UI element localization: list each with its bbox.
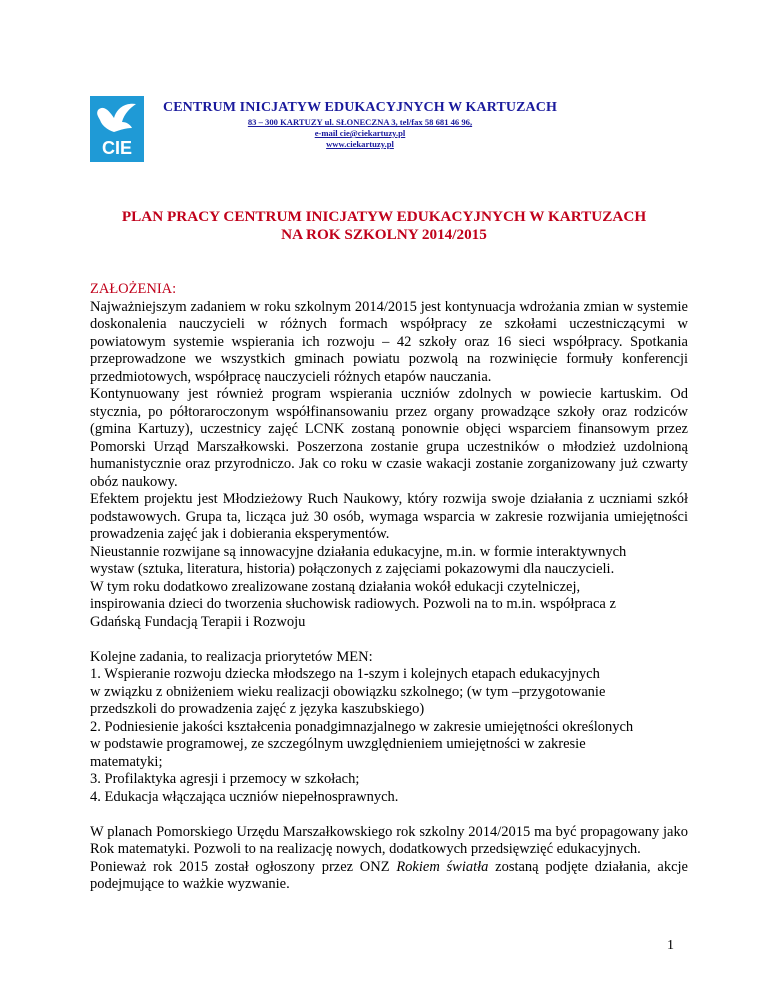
website-link[interactable]: www.ciekartuzy.pl xyxy=(326,139,394,149)
priority-line: 1. Wspieranie rozwoju dziecka młodszego na 1-szym i kolejnych etapach edukacyjnych xyxy=(90,666,600,682)
paragraph-4-line: Nieustannie rozwijane są innowacyjne działania edukacyjne, m.in. w formie interaktywnych xyxy=(90,543,627,560)
paragraph-6: W planach Pomorskiego Urzędu Marszałkowskiego rok szkolny 2014/2015 ma być propagowany jako Rok matematyki. Pozwoli to na realizację nowych, dodatkowych przedsięwzięć edukacyjnych. xyxy=(90,823,688,857)
priority-line: 2. Podniesienie jakości kształcenia ponadgimnazjalnego w zakresie umiejętności określonych xyxy=(90,718,634,735)
paragraph-5 xyxy=(90,579,688,632)
paragraph-5-line: Gdańską Fundacją Terapii i Rozwoju xyxy=(90,613,306,630)
paragraph-7-emphasis: Rokiem światła xyxy=(396,858,489,875)
priority-line: w związku z obniżeniem wieku realizacji obowiązku szkolnego; (w tym –przygotowanie xyxy=(90,683,606,700)
paragraph-4-line: wystaw (sztuka, literatura, historia) połączonych z zajęciami pokazowymi dla nauczycieli. xyxy=(90,561,615,577)
plan-title-line-2: NA ROK SZKOLNY 2014/2015 xyxy=(281,226,487,243)
priority-line: w podstawie programowej, ze szczególnym uwzględnieniem umiejętności w zakresie xyxy=(90,736,586,752)
section-heading: ZAŁOŻENIA: xyxy=(90,281,177,297)
priorities-intro: Kolejne zadania, to realizacja priorytetów MEN: xyxy=(90,648,373,665)
document-body xyxy=(90,281,688,894)
paragraph-1: Najważniejszym zadaniem w roku szkolnym 2014/2015 jest kontynuacja wdrożania zmian w systemie doskonalenia nauczycieli w różnych formach współpracy ze szkołami uczestniczącymi w powiatowym systemie wspierania ich rozwoju – 42 szkoły oraz 16 sieci współpracy. Spotkania przeprowadzone we wszystkich gminach powiatu pozwolą na rozwinięcie formuły konferencji przedmiotowych, współpracę nauczycieli różnych etapów nauczania. xyxy=(90,298,688,385)
paragraph-7-start: Ponieważ rok 2015 został ogłoszony przez ONZ xyxy=(90,858,397,875)
dove-icon xyxy=(90,96,144,162)
paragraph-5-line: inspirowania dzieci do tworzenia słuchowisk radiowych. Pozwoli na to m.in. współpraca z xyxy=(90,596,616,612)
page-number: 1 xyxy=(667,938,674,953)
letterhead xyxy=(150,99,570,150)
paragraph-4 xyxy=(90,544,688,579)
paragraph-7-end: zostaną podjęte działania, akcje podejmujące to ważkie wyzwanie. xyxy=(90,858,688,892)
paragraph-7 xyxy=(90,859,688,894)
priority-line: przedszkoli do prowadzenia zajęć z języka kaszubskiego) xyxy=(90,701,425,717)
email-link[interactable]: e-mail cie@ciekartuzy.pl xyxy=(314,128,406,138)
paragraph-2: Kontynuowany jest również program wspierania uczniów zdolnych w powiecie kartuskim. Od stycznia, po półtoraroczonym współfinansowaniu przez organy prowadzące szkoły oraz rodziców (gmina Kartuzy), uczestnicy zajęć LCNK zostaną ponownie objęci wsparciem finansowym przez Pomorski Urząd Marszałkowski. Poszerzona zostanie grupa uczestników o młodzież uzdolnioną humanistycznie oraz przyrodniczo. Jak co roku w czasie wakacji zostanie zorganizowany już czwarty obóz naukowy. xyxy=(90,386,688,490)
cie-logo xyxy=(90,96,144,162)
plan-title xyxy=(40,208,728,244)
paragraph-3: Efektem projektu jest Młodzieżowy Ruch Naukowy, który rozwija swoje działania z uczniami szkół podstawowych. Grupa ta, licząca już 30 osób, wymaga wsparcia w zakresie rozwijania umiejętności prowadzenia zajęć jak i dobierania eksperymentów. xyxy=(90,491,688,542)
plan-title-line-1: PLAN PRACY CENTRUM INICJATYW EDUKACYJNYCH W KARTUZACH xyxy=(121,208,647,225)
paragraph-5-line: W tym roku dodatkowo zrealizowane zostaną działania wokół edukacji czytelniczej, xyxy=(90,578,581,595)
priorities-list xyxy=(90,666,688,806)
priority-line: 4. Edukacja włączająca uczniów niepełnosprawnych. xyxy=(90,788,399,805)
logo-text: CIE xyxy=(101,138,133,158)
priority-line: matematyki; xyxy=(90,753,163,770)
address-line: 83 – 300 KARTUZY ul. SŁONECZNA 3, tel/fax 58 681 46 96, xyxy=(247,117,473,127)
org-name: CENTRUM INICJATYW EDUKACYJNYCH W KARTUZACH xyxy=(163,100,557,115)
priority-line: 3. Profilaktyka agresji i przemocy w szkołach; xyxy=(90,771,360,787)
